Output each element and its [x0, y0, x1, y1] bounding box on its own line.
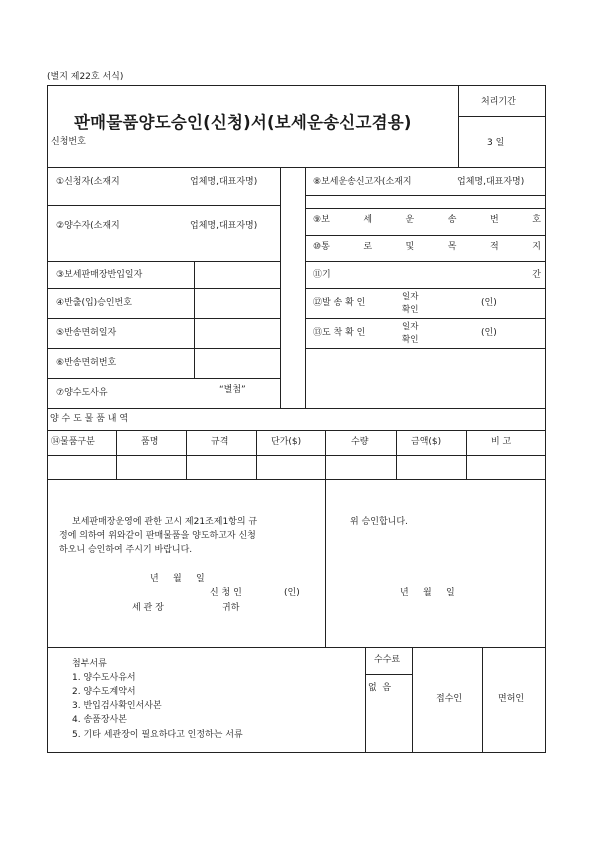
goods-col-amount: 금액($)	[411, 437, 442, 447]
attachment-item: 1. 양수도사유서	[72, 673, 136, 683]
shipping-check-seal: (인)	[481, 298, 497, 308]
declaration-text-line-2: 정에 의하여 위와같이 판매물품을 양도하고자 신청	[59, 531, 256, 541]
declaration-date: 년 월 일	[150, 574, 205, 584]
bonded-store-date-label: ③보세판매장반입일자	[56, 270, 143, 280]
transport-declarer-label: ⑧보세운송신고자(소재지	[313, 177, 412, 187]
attachments-title: 첨부서류	[72, 659, 107, 669]
applicant-label: ①신청자(소재지	[56, 177, 120, 187]
approval-text: 위 승인합니다.	[350, 517, 408, 527]
processing-period-value: 3 일	[487, 138, 505, 148]
declaration-text-line-3: 하오니 승인하여 주시기 바랍니다.	[59, 545, 193, 555]
transferee-label: ②양수자(소재지	[56, 221, 120, 231]
applicant-sub-label: 업체명,대표자명)	[190, 177, 258, 187]
goods-col-name: 품명	[141, 437, 159, 447]
form-title: 판매물품양도승인(신청)서(보세운송신고겸용)	[74, 113, 412, 132]
declaration-applicant-label: 신 청 인	[210, 588, 242, 598]
transfer-reason-value: “별첨”	[219, 385, 246, 395]
goods-col-spec: 규격	[211, 437, 229, 447]
period-label: ⑪기 간	[313, 270, 541, 280]
transport-declarer-sub-label: 업체명,대표자명)	[457, 177, 525, 187]
transferee-sub-label: 업체명,대표자명)	[190, 221, 258, 231]
application-number-label: 신청번호	[51, 137, 86, 147]
arrival-check-label: ⑬도 착 확 인	[313, 328, 366, 338]
goods-col-quantity: 수량	[351, 437, 369, 447]
processing-period-label: 처리기간	[481, 97, 516, 107]
route-label: ⑩통 로 및 목 적 지	[313, 242, 541, 252]
goods-section-title: 양 수 도 물 품 내 역	[50, 414, 129, 424]
receipt-stamp-label: 접수인	[436, 694, 463, 704]
attachment-item: 3. 반입검사확인서사본	[72, 701, 162, 711]
attachment-item: 5. 기타 세관장이 필요하다고 인정하는 서류	[72, 730, 243, 740]
approval-date: 년 월 일	[400, 588, 455, 598]
declaration-honorific: 귀하	[222, 603, 240, 613]
exemption-no-label: ⑥반송면허번호	[56, 358, 117, 368]
arrival-check-sub-label: 일자 확인	[402, 322, 419, 345]
fee-value: 없 음	[368, 683, 392, 693]
goods-col-unit-price: 단가($)	[271, 437, 302, 447]
form-number-label: (별지 제22호 서식)	[47, 72, 124, 82]
arrival-check-seal: (인)	[481, 328, 497, 338]
export-approval-no-label: ④반출(입)승인번호	[56, 298, 132, 308]
declaration-text-line-1: 보세판매장운영에 관한 고시 제21조제1항의 규	[72, 517, 258, 527]
goods-col-category: ⑭물품구분	[51, 437, 95, 447]
declaration-addressee: 세 관 장	[132, 603, 164, 613]
transport-number-label: ⑨보 세 운 송 번 호	[313, 215, 541, 225]
shipping-check-sub-label: 일자 확인	[402, 292, 419, 315]
attachment-item: 2. 양수도계약서	[72, 687, 136, 697]
license-stamp-label: 면허인	[498, 694, 525, 704]
transfer-reason-label: ⑦양수도사유	[56, 388, 108, 398]
declaration-seal: (인)	[284, 588, 300, 598]
goods-col-remarks: 비 고	[491, 437, 512, 447]
fee-label: 수수료	[374, 655, 401, 665]
exemption-date-label: ⑤반송면허일자	[56, 328, 117, 338]
attachment-item: 4. 송품장사본	[72, 715, 127, 725]
shipping-check-label: ⑫발 송 확 인	[313, 298, 366, 308]
